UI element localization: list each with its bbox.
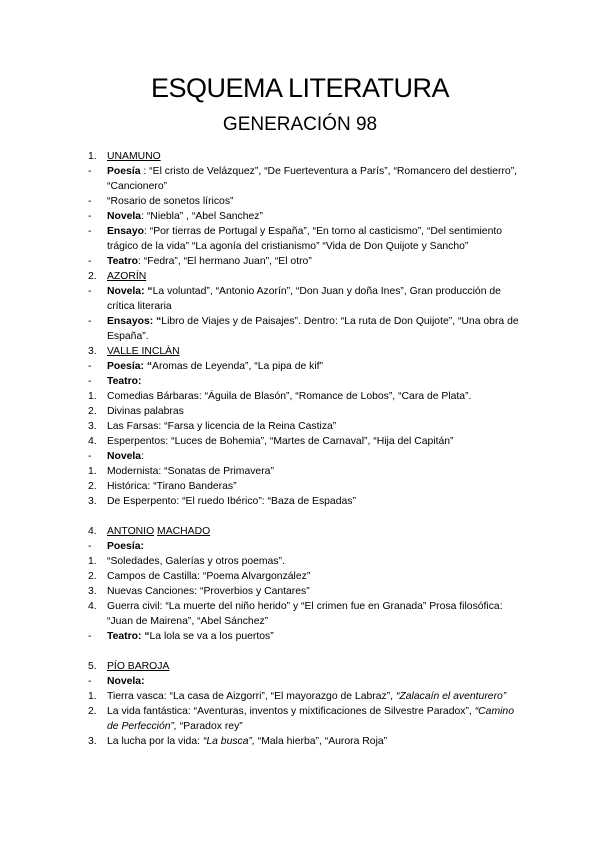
works-text: Libro de Viajes y de Paisajes”. Dentro: “La ruta de Don Quijote”, “Una obra de España”. <box>107 316 519 342</box>
list-number: 3. <box>88 586 97 597</box>
list-number: 3. <box>88 496 97 507</box>
dash-bullet: - <box>88 286 92 297</box>
list-item <box>88 674 528 689</box>
list-item <box>88 539 528 554</box>
list-number: 5. <box>88 661 97 672</box>
dash-bullet: - <box>88 376 92 387</box>
works-italic: “Zalacaín el aventurero” <box>395 691 507 702</box>
spacer <box>88 509 528 524</box>
genre-label: Novela: “ <box>107 286 153 297</box>
works-text: La voluntad”, “Antonio Azorín”, “Don Juan y doña Ines”, Gran producción de crítica literaria <box>107 286 501 312</box>
section-heading-antonio-machado <box>88 524 528 539</box>
numbered-item <box>88 434 528 449</box>
dash-bullet: - <box>88 211 92 222</box>
numbered-item <box>88 494 528 509</box>
dash-bullet: - <box>88 631 92 642</box>
numbered-item <box>88 554 528 569</box>
dash-bullet: - <box>88 676 92 687</box>
dash-bullet: - <box>88 256 92 267</box>
list-number: 2. <box>88 406 97 417</box>
author-last-name: MACHADO <box>157 526 211 537</box>
dash-bullet: - <box>88 226 92 237</box>
works-text: Aromas de Leyenda”, “La pipa de kif” <box>152 361 324 372</box>
genre-label: Teatro <box>107 256 138 267</box>
genre-label: Poesía: “ <box>107 361 153 372</box>
works-text: : “Niebla” , “Abel Sanchez” <box>141 211 263 222</box>
list-number: 4. <box>88 601 97 612</box>
author-name: AZORÍN <box>107 271 147 282</box>
genre-label: Novela <box>107 211 142 222</box>
list-number: 4. <box>88 436 97 447</box>
works-text: Guerra civil: “La muerte del niño herido” y “El crimen fue en Granada” Prosa filosófica: “Juan de Mairena”, “Abel Sánchez” <box>107 601 503 627</box>
works-text: “Soledades, Galerías y otros poemas”. <box>107 556 285 567</box>
works-text: Nuevas Canciones: “Proverbios y Cantares” <box>107 586 310 597</box>
list-item <box>88 254 528 269</box>
numbered-item <box>88 419 528 434</box>
list-number: 3. <box>88 421 97 432</box>
list-number: 2. <box>88 481 97 492</box>
spacer <box>88 644 528 659</box>
author-first-name: ANTONIO <box>107 526 155 537</box>
list-item <box>88 164 528 194</box>
list-item <box>88 194 528 209</box>
genre-label: Novela <box>107 451 142 462</box>
list-number: 2. <box>88 571 97 582</box>
document-title: ESQUEMA LITERATURA <box>150 73 450 103</box>
works-text: Tierra vasca: “La casa de Aizgorri”, “El mayorazgo de Labraz”, <box>107 691 396 702</box>
dash-bullet: - <box>88 166 92 177</box>
genre-label: Poesía: <box>107 541 144 552</box>
numbered-item <box>88 689 528 704</box>
list-number: 1. <box>88 466 97 477</box>
document-body <box>88 149 528 749</box>
numbered-item <box>88 389 528 404</box>
works-text: Comedias Bárbaras: “Águila de Blasón”, “Romance de Lobos”, “Cara de Plata”. <box>107 391 472 402</box>
section-heading-pio-baroja <box>88 659 528 674</box>
numbered-item <box>88 704 528 734</box>
works-text: Campos de Castilla: “Poema Alvargonzález” <box>107 571 311 582</box>
works-text: Modernista: “Sonatas de Primavera” <box>107 466 274 477</box>
works-italic: “La busca”, <box>202 736 255 747</box>
numbered-item <box>88 569 528 584</box>
works-text: Histórica: “Tirano Banderas” <box>107 481 237 492</box>
works-text: : “Por tierras de Portugal y España”, “En torno al casticismo”, “Del sentimiento trágico de la vida” “La agonía del cristianismo” “Vida de Don Quijote y Sancho” <box>107 226 503 252</box>
works-text: La vida fantástica: “Aventuras, inventos y mixtificaciones de Silvestre Paradox”, <box>107 706 475 717</box>
dash-bullet: - <box>88 361 92 372</box>
list-item <box>88 224 528 254</box>
dash-bullet: - <box>88 541 92 552</box>
genre-label: Teatro: “ <box>107 631 150 642</box>
dash-bullet: - <box>88 316 92 327</box>
section-heading-unamuno <box>88 149 528 164</box>
numbered-item <box>88 599 528 629</box>
list-item <box>88 209 528 224</box>
list-number: 3. <box>88 736 97 747</box>
numbered-item <box>88 734 528 749</box>
list-item <box>88 374 528 389</box>
list-number: 1. <box>88 691 97 702</box>
works-text: “Rosario de sonetos líricos” <box>107 196 234 207</box>
works-text: Las Farsas: “Farsa y licencia de la Reina Castiza” <box>107 421 337 432</box>
works-text: : “El cristo de Velázquez”, “De Fuerteventura a París”, “Romancero del destierro”, “Cancionero” <box>107 166 518 192</box>
list-item <box>88 449 528 464</box>
list-item <box>88 284 528 314</box>
list-item <box>88 314 528 344</box>
genre-label: Ensayo <box>107 226 144 237</box>
list-item <box>88 359 528 374</box>
works-text: Divinas palabras <box>107 406 184 417</box>
list-number: 1. <box>88 151 97 162</box>
author-name: UNAMUNO <box>107 151 161 162</box>
numbered-item <box>88 464 528 479</box>
genre-label: Poesía <box>107 166 141 177</box>
works-text: : “Fedra”, “El hermano Juan”, “El otro” <box>137 256 312 267</box>
list-number: 4. <box>88 526 97 537</box>
works-text: Esperpentos: “Luces de Bohemia”, “Martes de Carnaval”, “Hija del Capitán” <box>107 436 454 447</box>
list-number: 2. <box>88 271 97 282</box>
author-name: PÍO BAROJA <box>107 661 170 672</box>
works-text: De Esperpento: “El ruedo Ibérico”: “Baza de Espadas” <box>107 496 356 507</box>
list-number: 1. <box>88 556 97 567</box>
numbered-item <box>88 404 528 419</box>
works-text: La lucha por la vida: <box>107 736 203 747</box>
genre-label: Novela: <box>107 676 145 687</box>
list-number: 3. <box>88 346 97 357</box>
works-text: La lola se va a los puertos” <box>149 631 274 642</box>
numbered-item <box>88 584 528 599</box>
section-heading-valle-inclan <box>88 344 528 359</box>
list-item <box>88 629 528 644</box>
dash-bullet: - <box>88 196 92 207</box>
author-name: VALLE INCLÀN <box>107 346 180 357</box>
numbered-item <box>88 479 528 494</box>
works-italic: “Camino de Perfección”, <box>107 706 514 732</box>
list-number: 1. <box>88 391 97 402</box>
list-number: 2. <box>88 706 97 717</box>
genre-label: Ensayos: “ <box>107 316 162 327</box>
works-text: “Mala hierba”, “Aurora Roja” <box>254 736 388 747</box>
document-subtitle: GENERACIÓN 98 <box>222 114 378 135</box>
section-heading-azorin <box>88 269 528 284</box>
genre-label: Teatro: <box>107 376 142 387</box>
works-text: “Paradox rey” <box>176 721 243 732</box>
dash-bullet: - <box>88 451 92 462</box>
label-colon: : <box>141 451 144 462</box>
